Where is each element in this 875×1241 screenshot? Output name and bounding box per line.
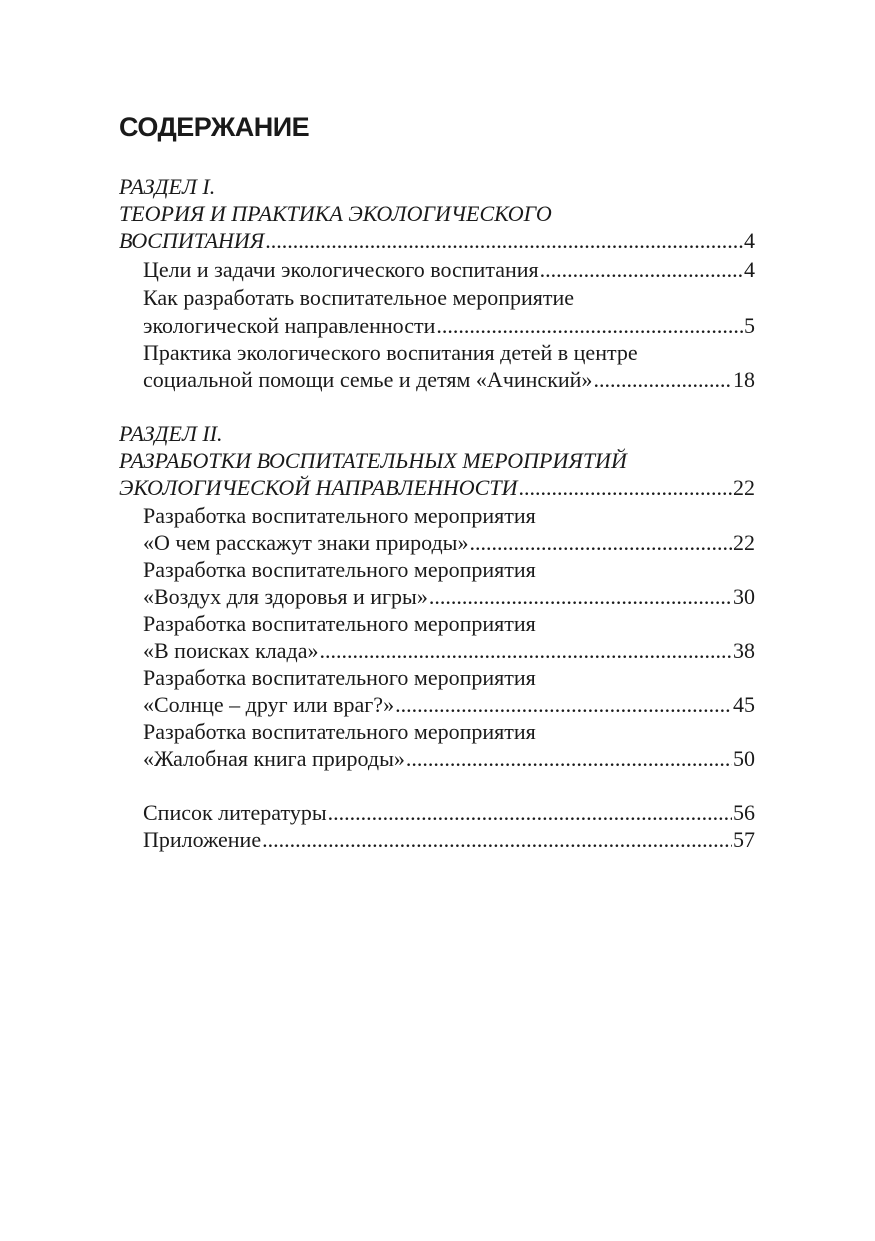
- entry-title-line1: Разработка воспитательного мероприятия: [143, 719, 536, 744]
- dot-leader: [395, 691, 732, 718]
- dot-leader: [518, 474, 732, 501]
- page-number: 4: [744, 228, 755, 253]
- section-1-heading-line2: ВОСПИТАНИЯ: [119, 228, 265, 253]
- section-1-label: РАЗДЕЛ I.: [119, 174, 216, 199]
- page-number: 50: [733, 746, 755, 771]
- dot-leader: [406, 745, 732, 772]
- entry-title-line1: Разработка воспитательного мероприятия: [143, 503, 536, 528]
- entry-title-line1: Разработка воспитательного мероприятия: [143, 611, 536, 636]
- page-number: 57: [733, 827, 755, 852]
- entry-title-line2: социальной помощи семье и детям «Ачинский»: [143, 367, 593, 392]
- entry-title-line2: «Солнце – друг или враг?»: [143, 692, 395, 717]
- toc-entry[interactable]: [143, 583, 755, 610]
- page-number: 22: [733, 475, 755, 500]
- entry-title-line1: Разработка воспитательного мероприятия: [143, 665, 536, 690]
- page-number: 18: [733, 367, 755, 392]
- toc-entry[interactable]: [143, 637, 755, 664]
- page-title: СОДЕРЖАНИЕ: [119, 112, 310, 142]
- toc-entry[interactable]: [143, 529, 755, 556]
- page-number: 22: [733, 530, 755, 555]
- toc-entry[interactable]: [143, 312, 755, 339]
- dot-leader: [593, 366, 732, 393]
- dot-leader: [429, 583, 732, 610]
- toc-entry-section-2[interactable]: [119, 474, 755, 501]
- entry-title-line2: «В поисках клада»: [143, 638, 319, 663]
- dot-leader: [436, 312, 743, 339]
- section-1-heading-line1: ТЕОРИЯ И ПРАКТИКА ЭКОЛОГИЧЕСКОГО: [119, 201, 552, 226]
- entry-title-line1: Как разработать воспитательное мероприятие: [143, 285, 575, 310]
- page-number: 4: [744, 257, 755, 282]
- entry-title-line2: «О чем расскажут знаки природы»: [143, 530, 469, 555]
- toc-entry[interactable]: [143, 256, 755, 283]
- entry-title-line2: экологической направленности: [143, 313, 436, 338]
- entry-title-line1: Разработка воспитательного мероприятия: [143, 557, 536, 582]
- section-2-label: РАЗДЕЛ II.: [119, 421, 223, 446]
- entry-title: Цели и задачи экологического воспитания: [143, 257, 539, 282]
- entry-title-line1: Практика экологического воспитания детей в центре: [143, 340, 638, 365]
- page-number: 56: [733, 800, 755, 825]
- entry-title-line2: «Воздух для здоровья и игры»: [143, 584, 428, 609]
- toc-entry[interactable]: [143, 366, 755, 393]
- entry-title: Приложение: [143, 827, 262, 852]
- page-number: 30: [733, 584, 755, 609]
- dot-leader: [540, 256, 743, 283]
- dot-leader: [265, 227, 743, 254]
- section-2-heading-line1: РАЗРАБОТКИ ВОСПИТАТЕЛЬНЫХ МЕРОПРИЯТИЙ: [119, 448, 627, 473]
- entry-title-line2: «Жалобная книга природы»: [143, 746, 405, 771]
- dot-leader: [320, 637, 733, 664]
- dot-leader: [262, 826, 732, 853]
- entry-title: Список литературы: [143, 800, 327, 825]
- toc-entry[interactable]: [143, 691, 755, 718]
- dot-leader: [328, 799, 732, 826]
- toc-entry[interactable]: [143, 745, 755, 772]
- page-number: 5: [744, 313, 755, 338]
- toc-entry-section-1[interactable]: [119, 227, 755, 254]
- toc-entry-appendix[interactable]: [143, 826, 755, 853]
- dot-leader: [469, 529, 732, 556]
- section-2-heading-line2: ЭКОЛОГИЧЕСКОЙ НАПРАВЛЕННОСТИ: [119, 475, 518, 500]
- page-number: 45: [733, 692, 755, 717]
- toc-entry-bibliography[interactable]: [143, 799, 755, 826]
- page-number: 38: [733, 638, 755, 663]
